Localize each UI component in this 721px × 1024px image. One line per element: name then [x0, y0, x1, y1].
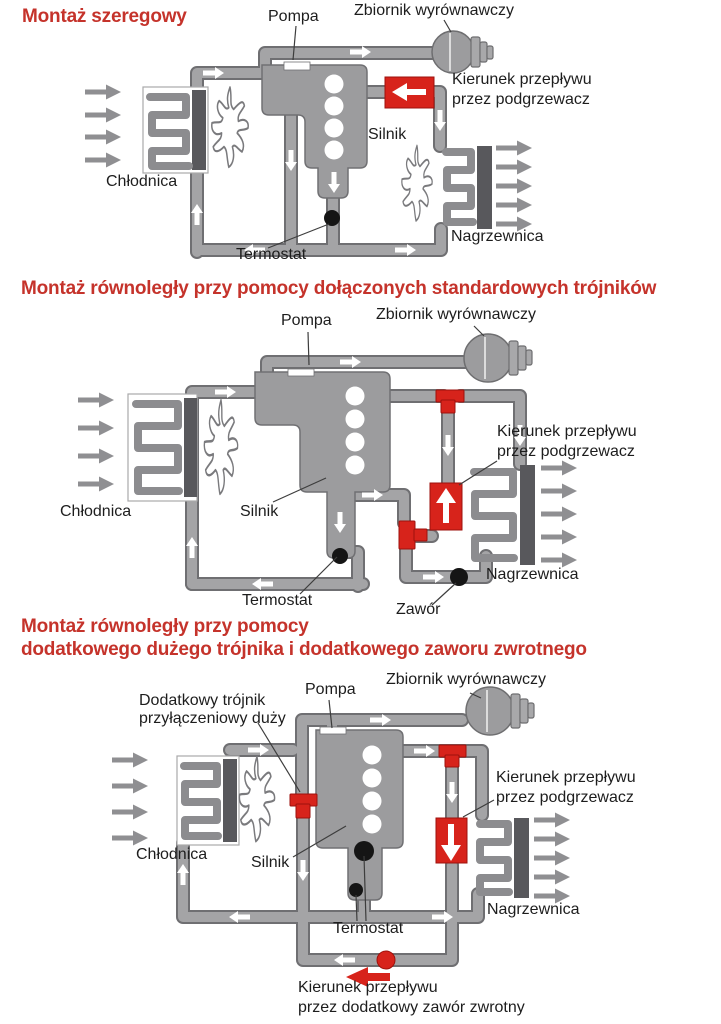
diagram2-title: Montaż równoległy przy pomocy dołączonych standardowych trójników [21, 278, 657, 299]
engine-block [316, 727, 403, 900]
flow-direction-label: przez podgrzewacz [497, 443, 635, 460]
engine-block [255, 369, 390, 558]
radiator-label: Chłodnica [136, 846, 208, 863]
radiator [128, 394, 197, 501]
fan-icon [204, 400, 237, 494]
flow-direction-box [430, 483, 462, 530]
thermostat-label: Termostat [236, 246, 307, 263]
flow-direction-label: Kierunek przepływu [497, 423, 637, 440]
pump-label: Pompa [305, 681, 356, 698]
expansion-tank-icon [466, 687, 534, 735]
heater-core-label: Nagrzewnica [486, 566, 579, 583]
pump-label: Pompa [268, 8, 319, 25]
pump-icon [288, 369, 314, 376]
diagram3-title-line2: dodatkowego dużego trójnika i dodatkowego zaworu zwrotnego [21, 639, 587, 660]
flow-direction-label: przez podgrzewacz [496, 789, 634, 806]
fan-icon [212, 87, 248, 167]
valve-label: Zawór [396, 601, 441, 618]
expansion-tank-label: Zbiornik wyrównawczy [376, 306, 537, 323]
check-valve-flow-label: przez dodatkowy zawór zwrotny [298, 999, 525, 1016]
heater-core [480, 818, 529, 898]
check-valve-dot [377, 951, 395, 969]
expansion-tank-icon [432, 31, 493, 73]
expansion-tank-label: Zbiornik wyrównawczy [354, 2, 515, 19]
heater-core [446, 146, 492, 229]
radiator [177, 756, 239, 845]
diagram3-title-line1: Montaż równoległy przy pomocy [21, 616, 309, 637]
flow-direction-label: przez podgrzewacz [452, 91, 590, 108]
flow-direction-label: Kierunek przepływu [452, 71, 592, 88]
pump-label: Pompa [281, 312, 332, 329]
flow-direction-label: Kierunek przepływu [496, 769, 636, 786]
engine-label: Silnik [251, 854, 290, 871]
thermostat-label: Termostat [242, 592, 313, 609]
big-tee-fitting-icon [290, 794, 317, 818]
expansion-tank-icon [464, 334, 532, 382]
engine-label: Silnik [368, 126, 407, 143]
pump-icon [284, 62, 310, 70]
thermostat-dot [332, 548, 348, 564]
thermostat-dot [349, 883, 363, 897]
tee-fitting-icon [399, 521, 427, 549]
valve-dot [450, 568, 468, 586]
tee-fitting-icon [439, 745, 466, 767]
radiator-label: Chłodnica [106, 173, 178, 190]
big-tee-label: przyłączeniowy duży [139, 710, 286, 727]
pump-icon [320, 727, 346, 734]
big-tee-label: Dodatkowy trójnik [139, 692, 266, 709]
heater-core-label: Nagrzewnica [487, 901, 580, 918]
thermostat-dot [324, 210, 340, 226]
diagram1-title: Montaż szeregowy [22, 6, 187, 27]
diagram-serial [85, 20, 532, 256]
flow-direction-box [385, 77, 434, 108]
tee-fitting-icon [436, 390, 464, 413]
fan-icon [402, 146, 432, 221]
thermostat-label: Termostat [333, 920, 404, 937]
engine-block [262, 62, 367, 198]
engine-label: Silnik [240, 503, 279, 520]
diagram-parallel-big-tee [112, 687, 570, 987]
radiator-label: Chłodnica [60, 503, 132, 520]
diagram-parallel-standard-tees [78, 326, 577, 605]
radiator [143, 87, 208, 173]
fan-icon [239, 757, 274, 842]
check-valve-flow-label: Kierunek przepływu [298, 979, 438, 996]
heater-core-label: Nagrzewnica [451, 228, 544, 245]
flow-direction-box [436, 818, 467, 863]
expansion-tank-label: Zbiornik wyrównawczy [386, 671, 547, 688]
